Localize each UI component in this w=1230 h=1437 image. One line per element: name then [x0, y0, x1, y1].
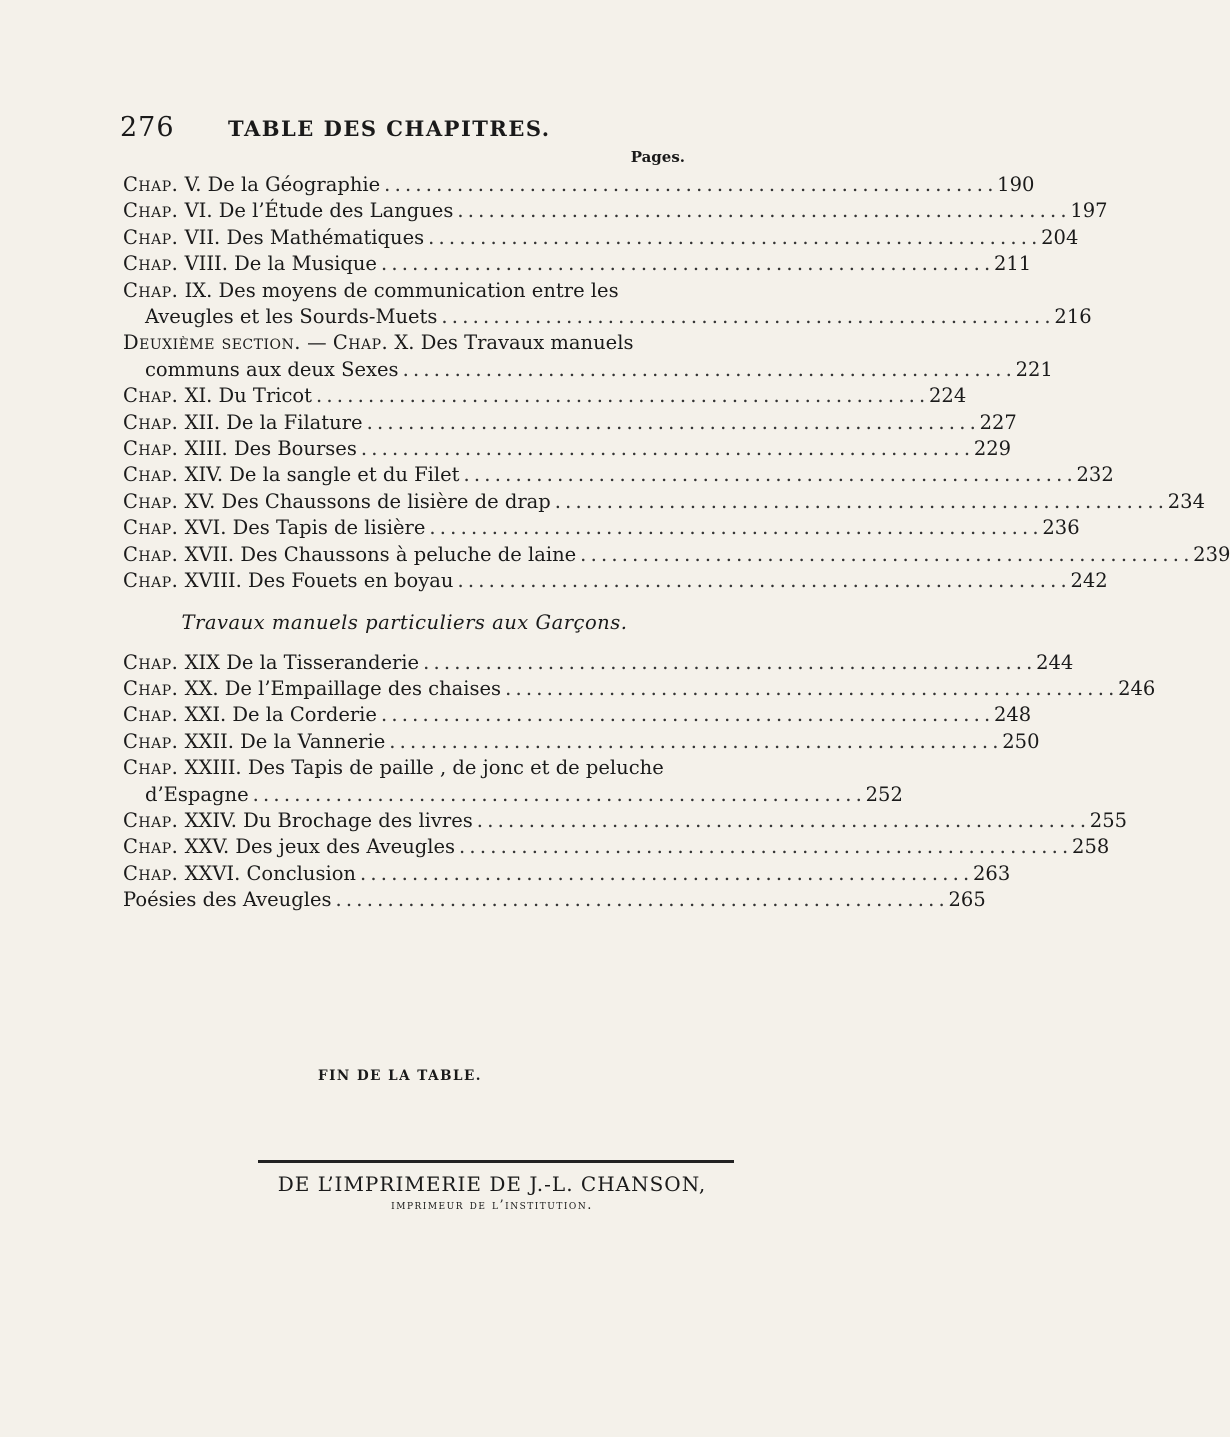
toc-entry	[123, 172, 1035, 198]
toc-entry	[123, 887, 986, 913]
section-subheading: Travaux manuels particuliers aux Garçons.	[181, 610, 628, 634]
entry-title: XVI. Des Tapis de lisière	[184, 516, 426, 540]
toc-entry	[123, 702, 1032, 728]
entry-title: XVII. Des Chaussons à peluche de laine	[184, 542, 577, 566]
entry-page: 204	[1041, 225, 1079, 249]
entry-page: 265	[948, 888, 986, 912]
entry-title: XIII. Des Bourses	[184, 437, 357, 461]
entry-title-line2: Aveugles et les Sourds-Muets	[145, 305, 438, 329]
chap-label: Chap.	[123, 729, 179, 753]
chap-label: Chap.	[123, 437, 179, 461]
chap-label: Chap.	[123, 384, 179, 408]
entry-page: 211	[993, 252, 1032, 276]
entry-title-line1: X. Des Travaux manuels	[394, 331, 634, 355]
toc-entry-line1	[123, 755, 686, 781]
section-label: Deuxième section.	[123, 331, 301, 355]
toc-entry	[123, 729, 1040, 755]
entry-title: XVIII. Des Fouets en boyau	[184, 569, 454, 593]
entry-title: Poésies des Aveugles	[123, 888, 332, 912]
entry-title: VI. De l’Étude des Langues	[184, 199, 454, 223]
chap-label: Chap.	[123, 463, 179, 487]
printer-imprint-subtitle: imprimeur de l’institution.	[391, 1198, 593, 1213]
toc-entry	[123, 436, 1012, 462]
chap-label: Chap.	[123, 835, 179, 859]
entry-page: 216	[1054, 305, 1092, 329]
toc-entry	[123, 462, 1114, 488]
entry-title-line1: IX. Des moyens de communication entre les	[184, 278, 619, 302]
chap-label: Chap.	[123, 278, 179, 302]
chap-label: Chap.	[123, 703, 179, 727]
entry-title: XII. De la Filature	[184, 410, 363, 434]
entry-title: XV. Des Chaussons de lisière de drap	[184, 489, 551, 513]
chap-label: Chap.	[123, 410, 179, 434]
toc-entry	[123, 808, 1128, 834]
running-title: TABLE DES CHAPITRES.	[228, 116, 551, 141]
entry-page: 255	[1089, 808, 1128, 832]
chap-label: Chap.	[123, 199, 179, 223]
toc-entry	[123, 676, 1156, 702]
entry-page: 242	[1070, 569, 1108, 593]
chap-label: Chap.	[123, 650, 179, 674]
entry-title: XXI. De la Corderie	[184, 703, 377, 727]
end-of-table: FIN DE LA TABLE.	[318, 1068, 482, 1084]
table-of-contents	[123, 172, 1230, 914]
toc-entry	[123, 489, 1205, 515]
toc-entry	[123, 410, 1017, 436]
divider-rule	[258, 1160, 734, 1163]
toc-entry-line1: Deuxième section. — Chap. X. Des Travaux manuels	[123, 331, 634, 355]
entry-title: VIII. De la Musique	[184, 252, 377, 276]
entry-title: XXIV. Du Brochage des livres	[184, 808, 473, 832]
entry-page: 232	[1076, 463, 1114, 487]
entry-page: 234	[1167, 489, 1205, 513]
toc-entry	[123, 568, 1108, 594]
toc-entry	[123, 542, 1230, 568]
entry-title: XIV. De la sangle et du Filet	[184, 463, 460, 487]
chap-label: Chap.	[332, 331, 389, 355]
chap-label: Chap.	[123, 252, 179, 276]
toc-entry	[123, 251, 1032, 277]
toc-entry	[123, 861, 1011, 887]
entry-page: 224	[929, 384, 967, 408]
entry-title: XXVI. Conclusion	[184, 861, 356, 885]
entry-title: XX. De l’Empaillage des chaises	[184, 676, 502, 700]
entry-title-line2: d’Espagne	[145, 782, 249, 806]
toc-entry	[123, 198, 1108, 224]
entry-title: V. De la Géographie	[184, 173, 381, 196]
chap-label: Chap.	[123, 569, 179, 593]
page-number: 276	[120, 112, 175, 143]
entry-page: 227	[979, 410, 1017, 434]
entry-page: 229	[973, 437, 1012, 461]
pages-column-label: Pages.	[630, 148, 685, 166]
page-header	[120, 112, 690, 152]
entry-page: 248	[993, 703, 1032, 727]
entry-title: XXII. De la Vannerie	[184, 729, 386, 753]
entry-page: 190	[997, 173, 1035, 196]
chap-label: Chap.	[123, 808, 179, 832]
toc-entry	[123, 304, 1092, 330]
toc-entry	[123, 515, 1080, 541]
entry-page: 197	[1070, 199, 1108, 223]
toc-entry	[123, 650, 1074, 676]
chap-label: Chap.	[123, 861, 179, 885]
entry-page: 250	[1002, 729, 1040, 753]
entry-page: 221	[1015, 357, 1053, 381]
chap-label: Chap.	[123, 225, 179, 249]
entry-page: 252	[865, 782, 903, 806]
entry-page: 263	[973, 861, 1011, 885]
entry-page: 258	[1072, 835, 1110, 859]
toc-entry	[123, 782, 903, 808]
entry-page: 246	[1118, 676, 1156, 700]
chap-label: Chap.	[123, 516, 179, 540]
toc-entry	[123, 357, 1053, 383]
toc-entry	[123, 383, 967, 409]
printer-imprint: DE L’IMPRIMERIE DE J.-L. CHANSON,	[277, 1172, 707, 1196]
entry-page: 244	[1036, 650, 1074, 674]
chap-label: Chap.	[123, 173, 179, 196]
entry-title-line2: communs aux deux Sexes	[145, 357, 399, 381]
toc-entry-line1	[123, 278, 686, 304]
chap-label: Chap.	[123, 676, 179, 700]
entry-title: VII. Des Mathématiques	[184, 225, 425, 249]
entry-title: XI. Du Tricot	[184, 384, 312, 408]
chap-label: Chap.	[123, 756, 179, 780]
entry-title-line1: XXIII. Des Tapis de paille , de jonc et de peluche	[184, 756, 664, 780]
toc-entry	[123, 225, 1079, 251]
entry-page: 239	[1193, 542, 1230, 566]
toc-entry	[123, 834, 1110, 860]
entry-title: XXV. Des jeux des Aveugles	[184, 835, 456, 859]
entry-page: 236	[1042, 516, 1080, 540]
entry-title: XIX De la Tisseranderie	[184, 650, 420, 674]
chap-label: Chap.	[123, 489, 179, 513]
chap-label: Chap.	[123, 542, 179, 566]
